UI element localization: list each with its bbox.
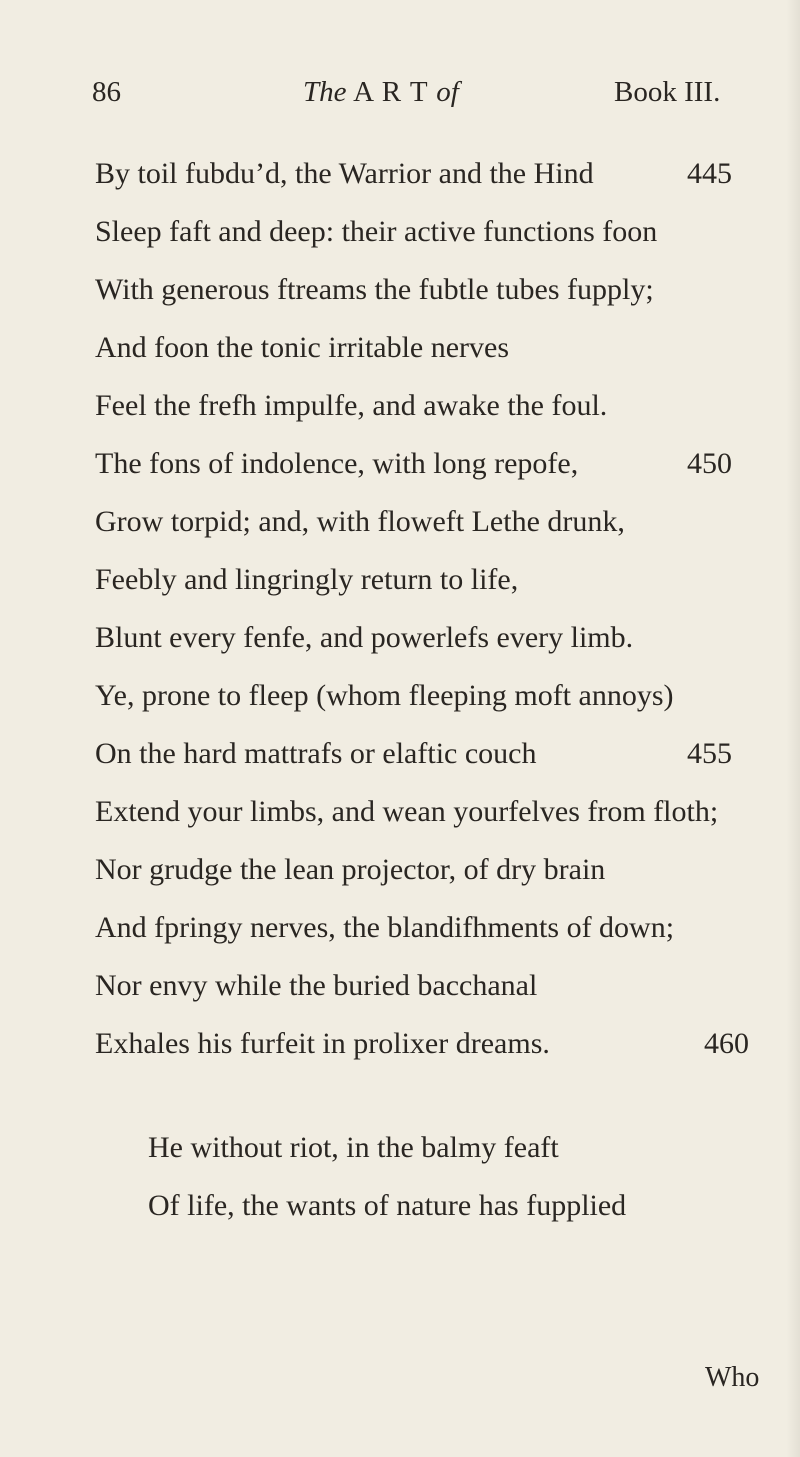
verse-line: Exhales his furfeit in prolixer dreams.	[95, 1027, 550, 1060]
verse-line: Nor grudge the lean projector, of dry brain	[95, 853, 606, 886]
verse-line: The fons of indolence, with long repofe,	[95, 447, 579, 480]
line-number: 445	[687, 157, 732, 190]
verse-line: And fpringy nerves, the blandifhments of down;	[95, 911, 675, 944]
verse-line: Blunt every fenfe, and powerlefs every limb.	[95, 621, 634, 654]
verse-line: On the hard mattrafs or elaftic couch	[95, 737, 537, 770]
verse-line: Of life, the wants of nature has fupplied	[148, 1189, 627, 1222]
page-edge-shadow	[786, 0, 800, 1457]
verse-line: And foon the tonic irritable nerves	[95, 331, 510, 364]
verse-line: Feebly and lingringly return to life,	[95, 563, 519, 596]
line-number: 450	[687, 447, 732, 480]
title-art: A R T	[353, 76, 429, 108]
catchword: Who	[705, 1362, 760, 1393]
running-title	[303, 76, 459, 109]
verse-line: He without riot, in the balmy feaft	[148, 1131, 559, 1164]
verse-line: Grow torpid; and, with floweft Lethe drunk,	[95, 505, 625, 538]
verse-line: Nor envy while the buried bacchanal	[95, 969, 538, 1002]
verse-line: Ye, prone to fleep (whom fleeping moft annoys)	[95, 679, 674, 712]
verse-line: Sleep faft and deep: their active functions foon	[95, 215, 658, 248]
line-number: 460	[704, 1027, 749, 1060]
verse-line: Extend your limbs, and wean yourfelves from floth;	[95, 795, 719, 828]
verse-line: With generous ftreams the fubtle tubes fupply;	[95, 273, 654, 306]
title-of: of	[436, 76, 459, 108]
title-the: The	[303, 76, 347, 108]
verse-line: Feel the frefh impulfe, and awake the foul.	[95, 389, 608, 422]
line-number: 455	[687, 737, 732, 770]
page-number: 86	[92, 76, 121, 108]
verse-line: By toil fubdu’d, the Warrior and the Hind	[95, 157, 594, 190]
book-label: Book III.	[614, 76, 721, 108]
running-header	[0, 76, 800, 116]
